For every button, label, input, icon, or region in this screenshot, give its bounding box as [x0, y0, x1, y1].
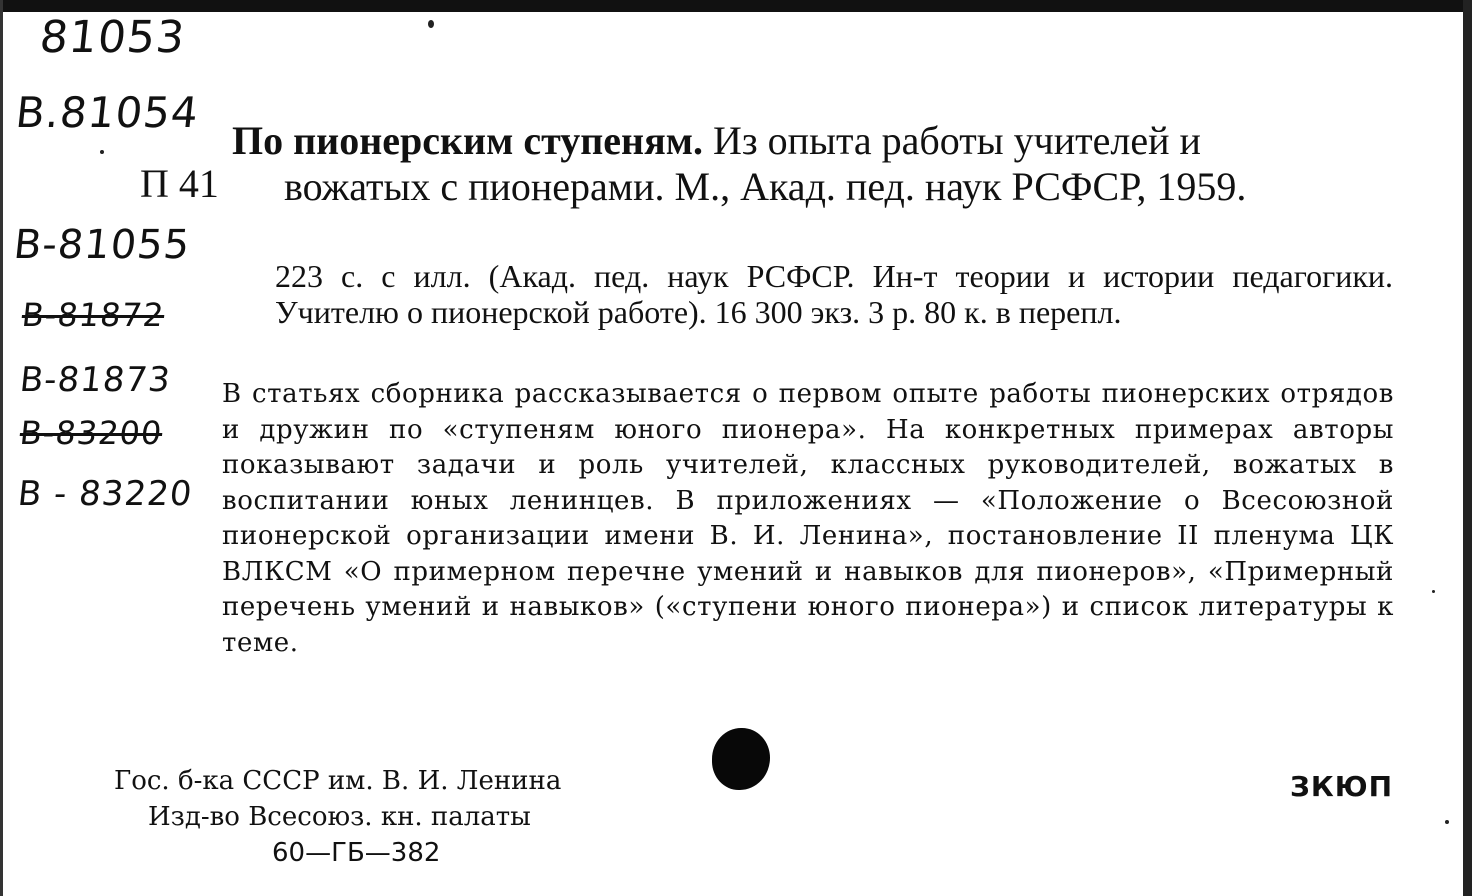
- ink-speck: [100, 150, 104, 154]
- ink-speck: [1432, 590, 1435, 593]
- annotation: В статьях сборника рассказывается о первом опыте работы пионерских отрядов и дружин по «ступеням юного пионера». На конкретных примерах авторы показывают задачи и роль учителей, классных руководителей, вожатых в воспитании юных ленинцев. В приложениях — «Положение о Всесоюзной пионерской организации имени В. И. Ленина», постановление II пленума ЦК ВЛКСМ «О примерном перечне умений и навыков для пионеров», «Примерный перечень умений и навыков» («ступени юного пионера») и список литературы к теме.: [222, 379, 1394, 658]
- heading-title-continued: вожатых с пионерами. М., Акад. пед. наук РСФСР, 1959.: [284, 164, 1247, 209]
- imprint-order-number: 60—ГБ—382: [272, 838, 441, 868]
- handwritten-inventory-number: В-81055: [11, 222, 193, 268]
- imprint-library: Гос. б-ка СССР им. В. И. Ленина: [114, 766, 562, 796]
- card-top-edge: [0, 0, 1472, 12]
- handwritten-inventory-number: 81053: [37, 12, 188, 63]
- call-number: П 41: [140, 161, 219, 206]
- handwritten-inventory-number: В.81054: [13, 88, 202, 137]
- handwritten-inventory-number: В-81873: [17, 360, 173, 400]
- card-right-edge: [1463, 0, 1472, 896]
- heading-title: Из опыта работы учителей и: [712, 118, 1201, 163]
- heading-author: По пионерским ступеням.: [232, 118, 703, 163]
- imprint: [114, 763, 561, 871]
- physical-description: 223 с. с илл. (Акад. пед. наук РСФСР. Ин-т теории и истории педагогики. Учителю о пионерской работе). 16 300 экз. 3 р. 80 к. в перепл.: [275, 258, 1393, 330]
- bibliographic-heading: [232, 118, 1392, 210]
- ink-speck: [428, 20, 434, 28]
- handwritten-inventory-number-struck: В-83200: [18, 414, 165, 452]
- ink-speck: [1445, 820, 1449, 824]
- handwritten-inventory-number-struck: В-81872: [20, 296, 167, 334]
- imprint-publisher: Изд-во Всесоюз. кн. палаты: [148, 802, 531, 832]
- card-code: ЗКЮП: [1290, 770, 1394, 803]
- ink-blot: [712, 728, 770, 790]
- handwritten-inventory-number: В - 83220: [15, 474, 195, 514]
- card-left-edge: [0, 0, 3, 896]
